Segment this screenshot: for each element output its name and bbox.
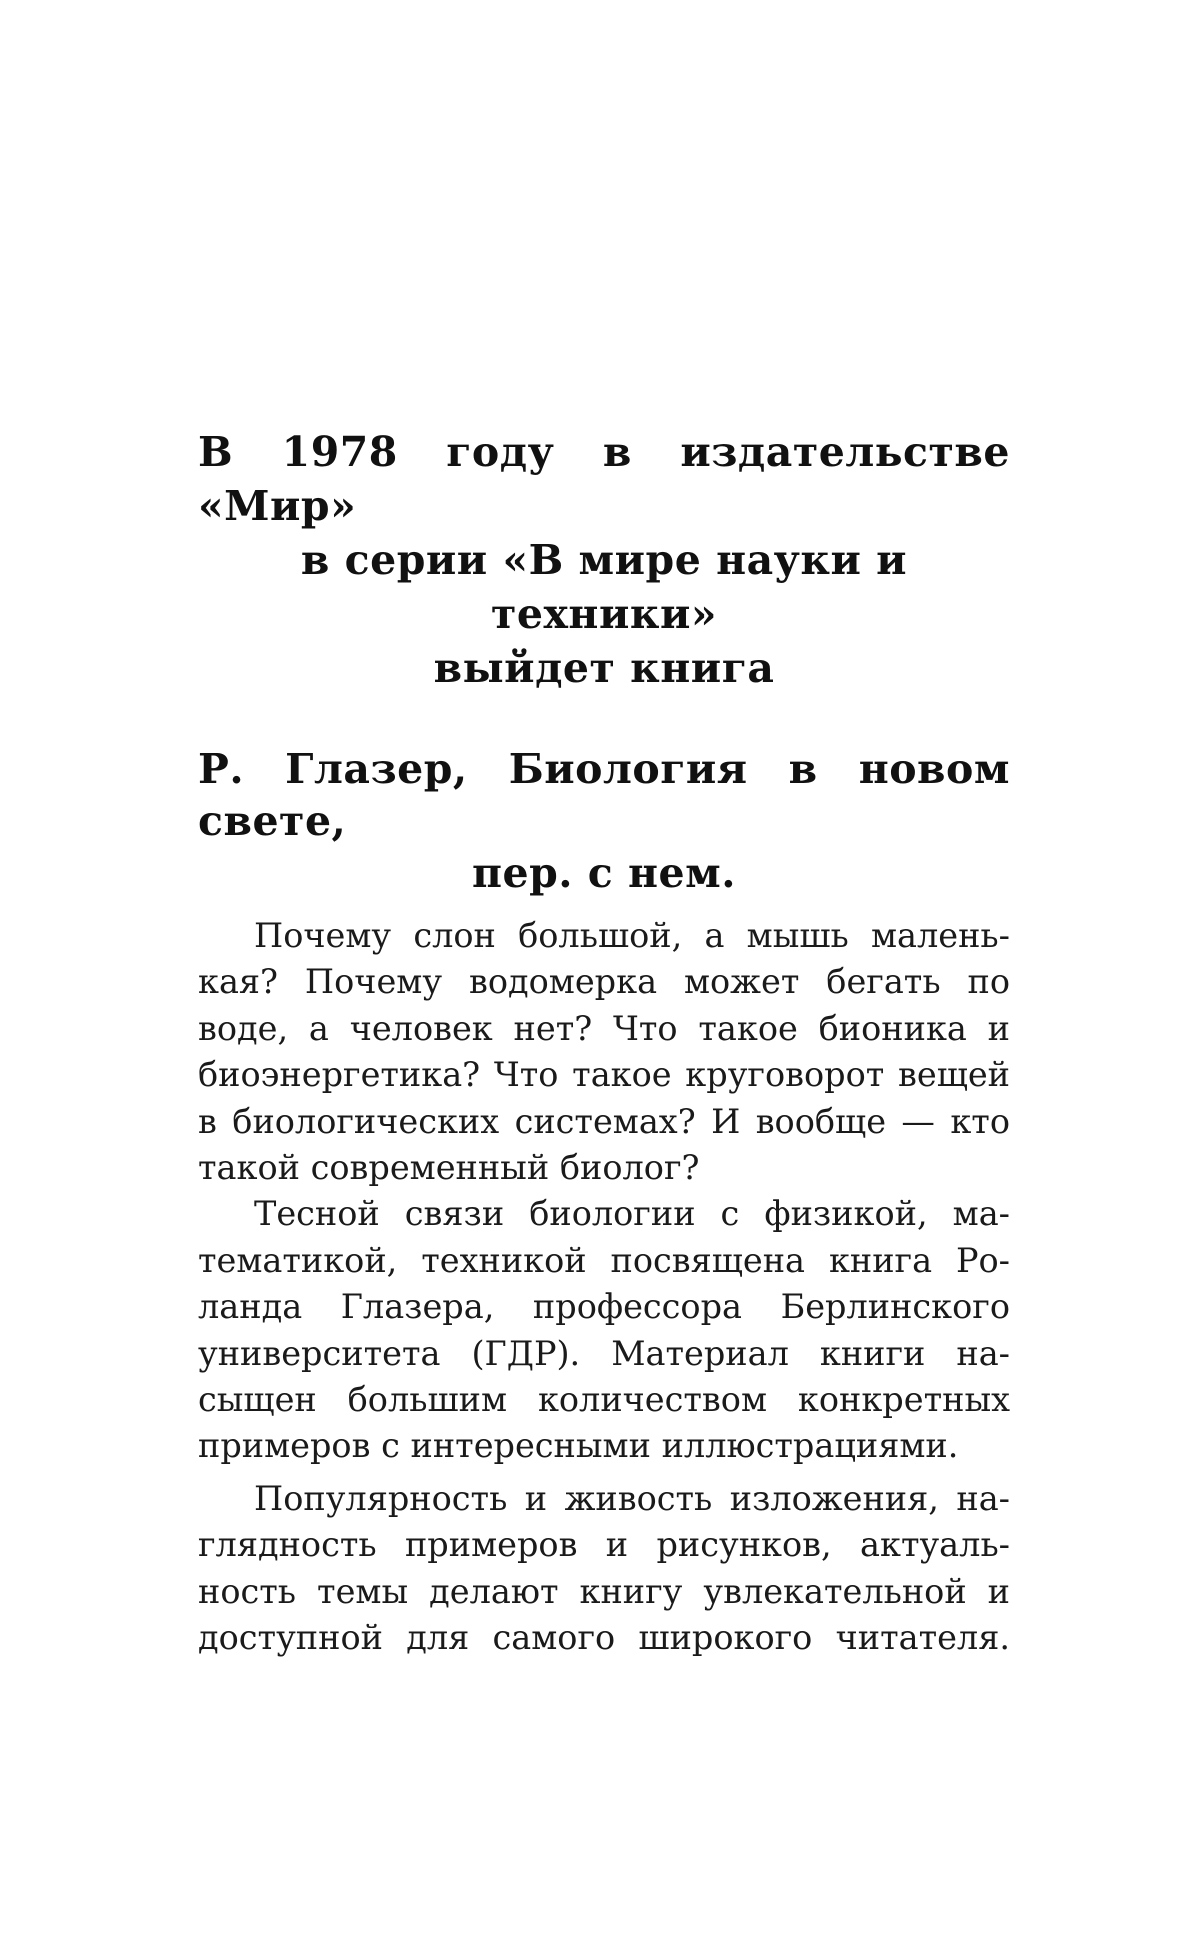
text-line: университета (ГДР). Материал книги на- [198,1333,1010,1373]
description-paragraph [198,913,1010,1191]
description-paragraph [198,1191,1010,1469]
announcement-line: в серии «В мире науки и техники» [300,536,908,638]
text-line: глядность примеров и рисунков, актуаль- [198,1525,1010,1565]
page-content [198,425,1010,1662]
announcement-line: выйдет книга [433,644,775,692]
text-line: тематикой, техникой посвящена книга Ро- [198,1240,1010,1280]
text-line: примеров с интересными иллюстрациями. [198,1426,959,1466]
text-line: Тесной связи биологии с физикой, ма- [254,1194,1010,1234]
text-line: доступной для самого широкого читателя. [198,1618,1010,1658]
text-line: Популярность и живость изложения, на- [254,1478,1010,1518]
book-title-line: Р. Глазер, Биология в новом свете, [198,745,1010,845]
text-line: такой современный биолог? [198,1148,700,1188]
book-title-line: пер. с нем. [471,849,737,897]
text-line: ланда Глазера, профессора Берлинского [198,1287,1010,1327]
text-line: Почему слон большой, а мышь малень- [254,916,1010,955]
announcement-line: В 1978 году в издательстве «Мир» [198,428,1010,530]
text-line: сыщен большим количеством конкретных [198,1380,1010,1420]
book-title [198,743,1010,899]
text-line: воде, а человек нет? Что такое бионика и [198,1008,1010,1048]
text-line: биоэнергетика? Что такое круговорот вещей [198,1055,1010,1095]
text-line: кая? Почему водомерка может бегать по [198,962,1010,1002]
text-line: в биологических системах? И вообще — кто [198,1101,1010,1141]
text-line: ность темы делают книгу увлекательной и [198,1571,1010,1611]
publication-announcement [198,425,1010,695]
description-paragraph [198,1476,1010,1662]
